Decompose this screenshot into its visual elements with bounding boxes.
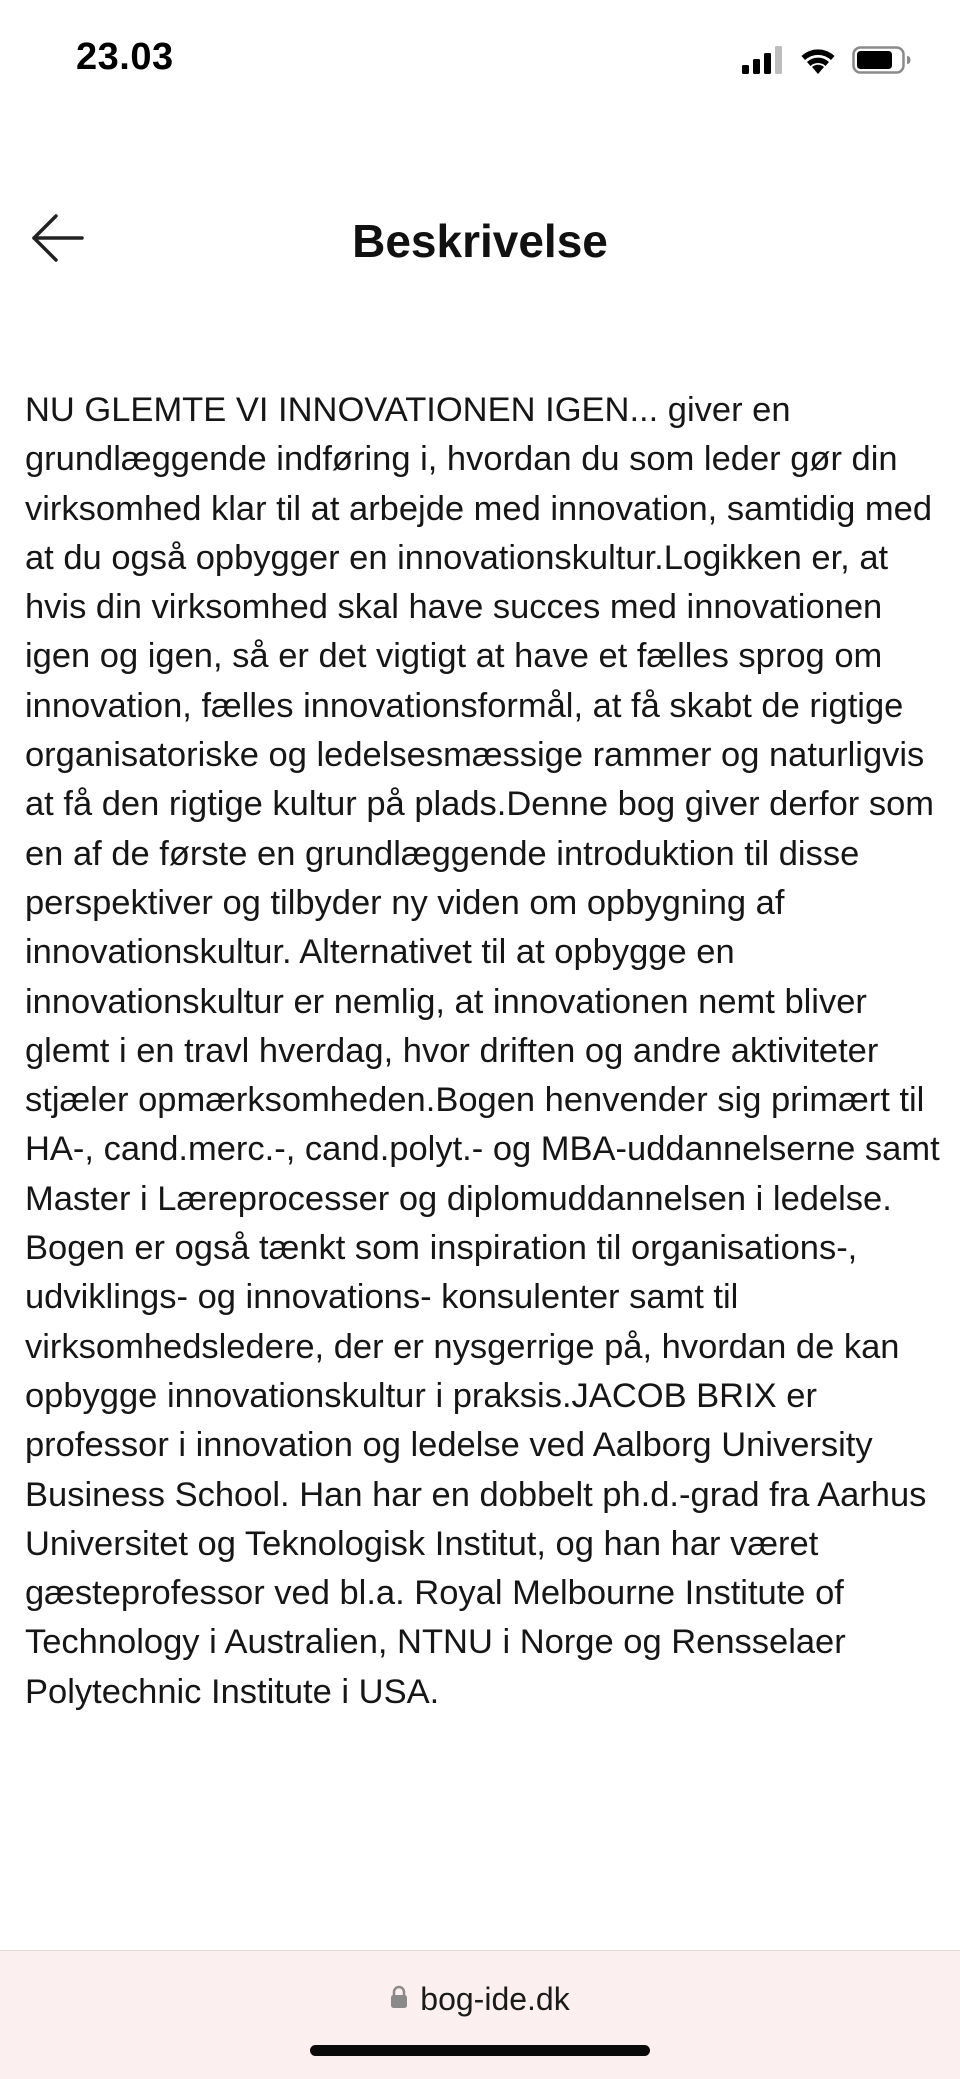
header bbox=[0, 200, 960, 280]
status-time: 23.03 bbox=[76, 36, 174, 78]
cellular-signal-icon bbox=[742, 46, 784, 79]
book-description: NU GLEMTE VI INNOVATIONEN IGEN... giver en grundlæggende indføring i, hvordan du som leder gør din virksomhed klar til at arbejde med innovation, samtidig med at du også opbygger en innovationskultur.Logikken er, at hvis din virksomhed skal have succes med innovationen igen og igen, så er det vigtigt at have et fælles sprog om innovation, fælles innovationsformål, at få skabt de rigtige organisatoriske og ledelsesmæssige rammer og naturligvis at få den rigtige kultur på plads.Denne bog giver derfor som en af de første en grundlæggende introduktion til disse perspektiver og tilbyder ny viden om opbygning af innovationskultur. Alternativet til at opbygge en innovationskultur er nemlig, at innovationen nemt bliver glemt i en travl hverdag, hvor driften og andre aktiviteter stjæler opmærksomheden.Bogen henvender sig primært til HA-, cand.merc.-, cand.polyt.- og MBA-uddannelserne samt Master i Læreprocesser og diplomuddannelsen i ledelse. Bogen er også tænkt som inspiration til organisations-, udviklings- og innovations- konsulenter samt til virksomhedsledere, der er nysgerrige på, hvordan de kan opbygge innovationskultur i praksis.JACOB BRIX er professor i innovation og ledelse ved Aalborg University Business School. Han har en dobbelt ph.d.-grad fra Aarhus Universitet og Teknologisk Institut, og han har været gæsteprofessor ved bl.a. Royal Melbourne Institute of Technology i Australien, NTNU i Norge og Rensselaer Polytechnic Institute i USA. bbox=[25, 391, 940, 1711]
status-bar bbox=[0, 0, 960, 130]
browser-address-bar[interactable] bbox=[0, 1950, 960, 2079]
battery-icon bbox=[852, 45, 912, 80]
status-icons bbox=[742, 44, 912, 80]
page-title: Beskrivelse bbox=[352, 215, 608, 267]
url-display[interactable] bbox=[0, 1981, 960, 2018]
home-indicator[interactable] bbox=[310, 2045, 650, 2056]
wifi-icon bbox=[798, 45, 838, 80]
lock-icon bbox=[390, 1985, 408, 2014]
url-text: bog-ide.dk bbox=[420, 1981, 570, 2017]
